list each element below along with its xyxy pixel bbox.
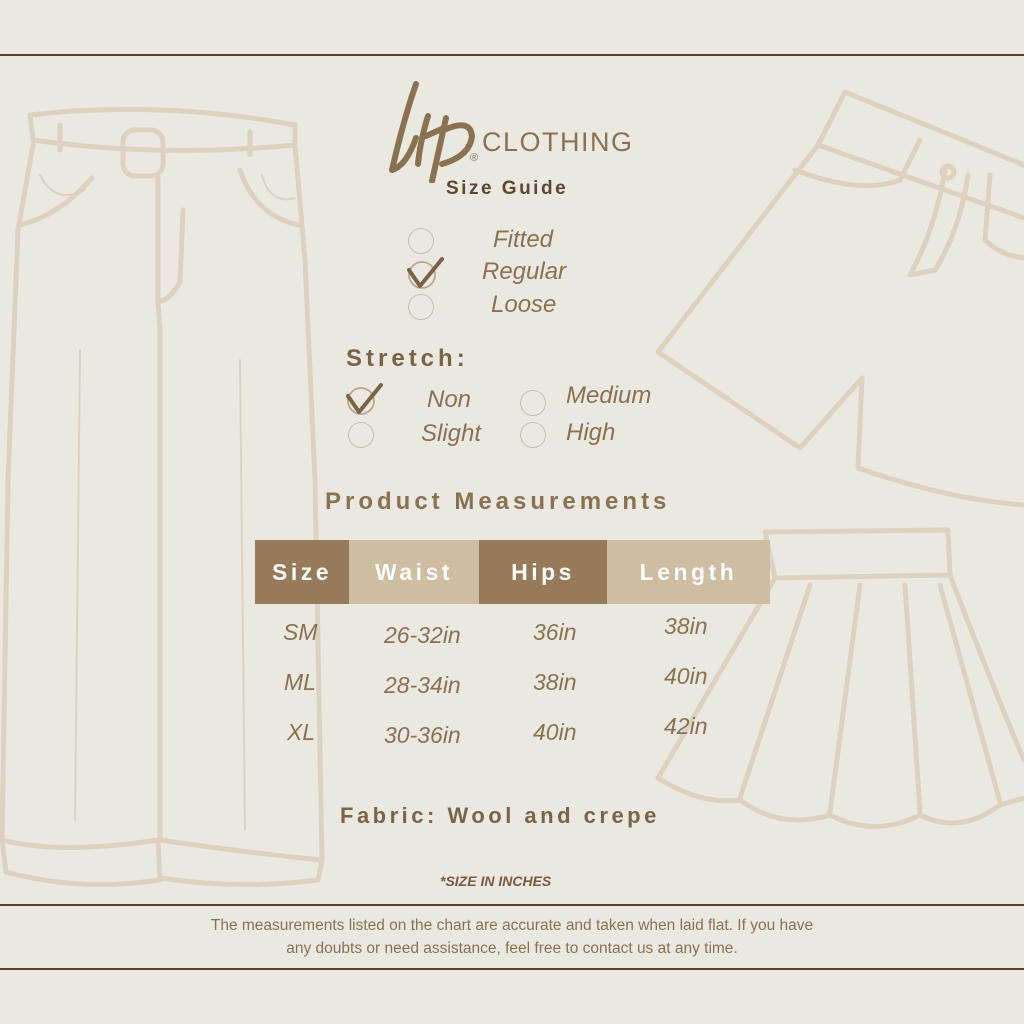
cell-size: ML bbox=[284, 669, 316, 695]
fit-loose-radio[interactable] bbox=[408, 294, 434, 320]
size-unit-note: *SIZE IN INCHES bbox=[440, 873, 552, 889]
stretch-non-label: Non bbox=[427, 386, 472, 413]
footer-note-line-2: any doubts or need assistance, feel free to contact us at any time. bbox=[286, 940, 738, 957]
footer-note bbox=[150, 914, 874, 960]
cell-waist: 28-34in bbox=[384, 672, 461, 698]
stretch-medium-label: Medium bbox=[566, 382, 652, 409]
stretch-slight-radio[interactable] bbox=[348, 422, 374, 448]
fit-fitted-radio[interactable] bbox=[408, 228, 434, 254]
check-icon[interactable] bbox=[344, 382, 384, 418]
footer-top-rule bbox=[0, 904, 1024, 906]
cell-length: 40in bbox=[664, 663, 708, 689]
cell-hips: 40in bbox=[533, 719, 577, 745]
header-waist: Waist bbox=[349, 540, 479, 604]
header-hips: Hips bbox=[479, 540, 607, 604]
cell-length: 42in bbox=[664, 713, 708, 739]
top-rule bbox=[0, 54, 1024, 56]
cell-hips: 38in bbox=[533, 669, 577, 695]
cell-waist: 26-32in bbox=[384, 622, 461, 648]
stretch-high-label: High bbox=[566, 419, 616, 446]
registered-mark: ® bbox=[470, 152, 479, 164]
stretch-medium-radio[interactable] bbox=[520, 390, 546, 416]
check-icon[interactable] bbox=[405, 256, 445, 292]
brand-name: CLOTHING bbox=[482, 127, 634, 157]
fit-regular-label: Regular bbox=[482, 258, 567, 285]
cell-hips: 36in bbox=[533, 619, 577, 645]
header-length: Length bbox=[607, 540, 770, 604]
page-subtitle: Size Guide bbox=[446, 178, 569, 199]
brand-logo-mark bbox=[386, 78, 481, 183]
stretch-title: Stretch: bbox=[346, 345, 469, 372]
cell-size: SM bbox=[283, 619, 318, 645]
cell-waist: 30-36in bbox=[384, 722, 461, 748]
cell-length: 38in bbox=[664, 613, 708, 639]
measurements-title: Product Measurements bbox=[325, 488, 671, 515]
cell-size: XL bbox=[287, 719, 316, 745]
pants-illustration bbox=[2, 109, 322, 884]
fit-loose-label: Loose bbox=[491, 291, 557, 318]
footer-note-line-1: The measurements listed on the chart are accurate and taken when laid flat. If you have bbox=[210, 917, 814, 934]
fabric-info: Fabric: Wool and crepe bbox=[340, 803, 660, 828]
header-size: Size bbox=[255, 540, 349, 604]
stretch-slight-label: Slight bbox=[421, 420, 482, 447]
fit-fitted-label: Fitted bbox=[493, 226, 554, 253]
shorts-illustration bbox=[658, 92, 1024, 505]
stretch-high-radio[interactable] bbox=[520, 422, 546, 448]
footer-bottom-rule bbox=[0, 968, 1024, 970]
